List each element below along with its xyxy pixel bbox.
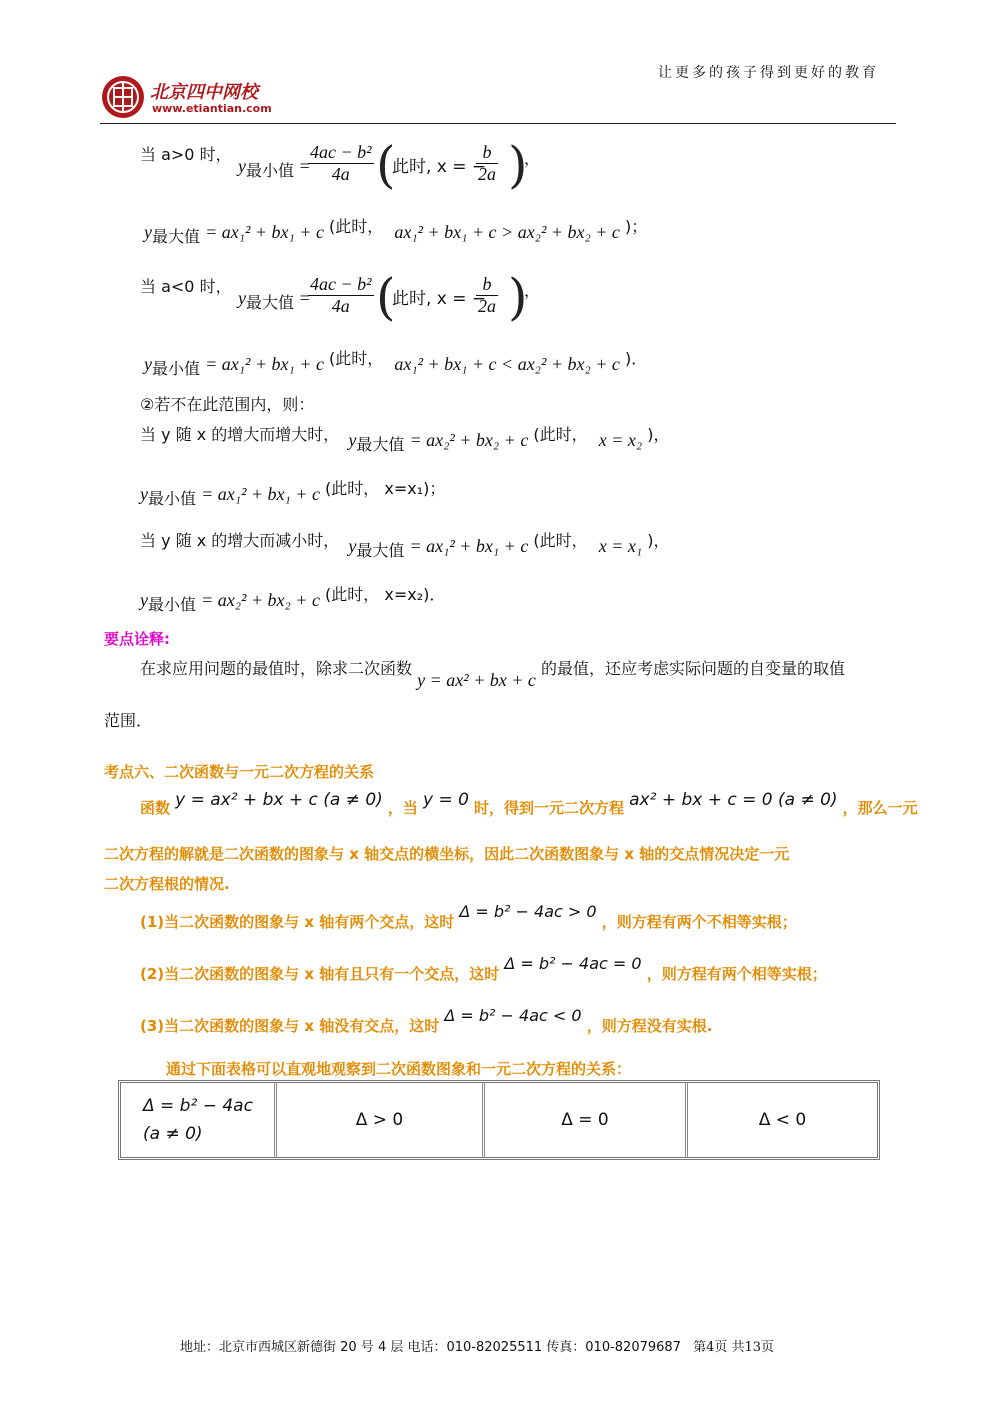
- logo: [100, 74, 275, 122]
- header-rule: [100, 123, 896, 124]
- line-decreasing-min: y最小值 = ax₂² + bx₂ + c (此时， x=x₂)．: [140, 585, 446, 614]
- line-decreasing-max: 当 y 随 x 的增大而减小时， y最大值 = ax₁² + bx₁ + c (此时， x = x₁ )，: [140, 531, 670, 560]
- section-heading: 考点六、二次函数与一元二次方程的关系: [104, 763, 375, 781]
- table-intro: 通过下面表格可以直观地观察到二次函数图象和一元二次方程的关系：: [166, 1060, 632, 1078]
- logo-emblem-icon: [100, 74, 146, 120]
- note-heading: 要点诠释:: [104, 630, 170, 648]
- table-cell-negative: Δ < 0: [758, 1110, 807, 1130]
- section-paragraph-line3: 二次方程根的情况.: [104, 875, 230, 893]
- footer-page: 第4页 共13页: [693, 1340, 775, 1355]
- section-paragraph-line1: 函数 y = ax² + bx + c (a ≠ 0) ，当 y = 0 时，得到一元二次方程 ax² + bx + c = 0 (a ≠ 0) ，那么一元: [140, 790, 918, 817]
- footer: [180, 1336, 774, 1355]
- line-out-of-range: ②若不在此范围内，则：: [140, 395, 315, 414]
- section-paragraph-line2: 二次方程的解就是二次函数的图象与 x 轴交点的横坐标，因此二次函数图象与 x 轴的交点情况决定一元: [104, 845, 790, 863]
- fraction: $\frac{\text{4ac − b²}}{4a}$: [310, 142, 372, 184]
- table-cell-positive: Δ > 0: [277, 1083, 485, 1157]
- note-paragraph-line2: 范围．: [104, 711, 153, 730]
- case-two-roots: (1)当二次函数的图象与 x 轴有两个交点，这时 Δ = b² − 4ac > 0 ，则方程有两个不相等实根；: [140, 902, 797, 931]
- case-no-roots: (3)当二次函数的图象与 x 轴没有交点，这时 Δ = b² − 4ac < 0 ，则方程没有实根.: [140, 1006, 713, 1035]
- line-a-positive-max: y最大值 = ax₁² + bx₁ + c (此时， ax₁² + bx₁ + c > ax₂² + bx₂ + c )；: [144, 217, 648, 246]
- header-slogan: 让更多的孩子得到更好的教育: [658, 65, 879, 81]
- line-a-negative-min: y最小值 = ax₁² + bx₁ + c (此时， ax₁² + bx₁ + c < ax₂² + bx₂ + c )．: [144, 349, 648, 378]
- case-one-root: (2)当二次函数的图象与 x 轴有且只有一个交点，这时 Δ = b² − 4ac = 0 ，则方程有两个相等实根；: [140, 954, 827, 983]
- footer-address: 地址：北京市西城区新德街 20 号 4 层 电话：010-82025511 传真：010-82079687: [180, 1340, 681, 1355]
- line-a-positive-min: 当 a>0 时， y最小值 = $\frac{\text{4ac − b²}}{4a}$ ( 此时, x = − $\frac{b}{2a}$ ) ，: [140, 136, 541, 194]
- line-a-negative-max: 当 a<0 时， y最大值 = $\frac{\text{4ac − b²}}{4a}$ ( 此时, x = − $\frac{b}{2a}$ ) ，: [140, 268, 541, 326]
- table-cell-discriminant: Δ = b² − 4ac (a ≠ 0): [121, 1083, 277, 1157]
- discriminant-table: [118, 1080, 880, 1160]
- logo-url: www.etiantian.com: [152, 102, 272, 115]
- table-cell-zero: Δ = 0: [485, 1083, 688, 1157]
- logo-text: 北京四中网校: [150, 82, 258, 103]
- line-increasing-max: 当 y 随 x 的增大而增大时， y最大值 = ax₂² + bx₂ + c (此时， x = x₂ )，: [140, 425, 670, 454]
- note-paragraph-line1: 在求应用问题的最值时，除求二次函数 y = ax² + bx + c 的最值，还应考虑实际问题的自变量的取值: [140, 659, 846, 690]
- line-increasing-min: y最小值 = ax₁² + bx₁ + c (此时， x=x₁)；: [140, 479, 446, 508]
